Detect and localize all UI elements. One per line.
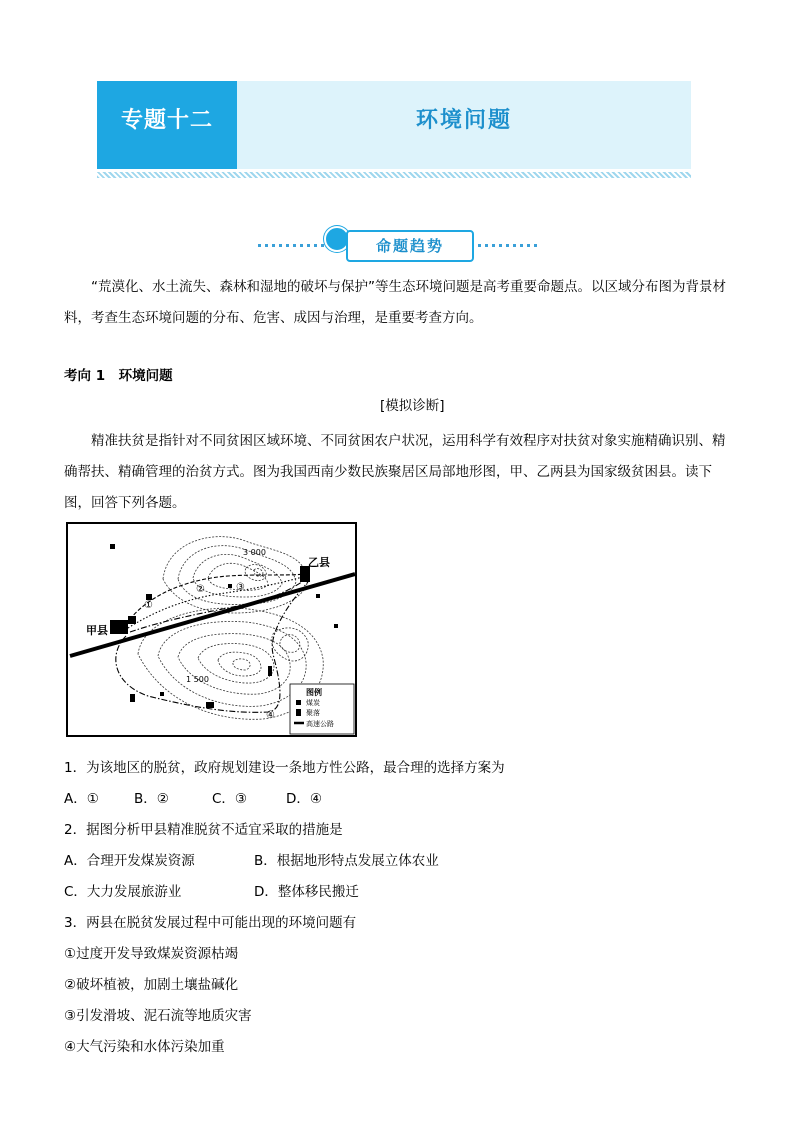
trend-heading bbox=[258, 220, 538, 260]
q1-option-a[interactable]: A．① bbox=[64, 791, 99, 807]
question-2-stem: 2．据图分析甲县精准脱贫不适宜采取的措施是 bbox=[64, 822, 343, 838]
legend-expressway: 高速公路 bbox=[306, 720, 334, 728]
legend-settlement: 聚落 bbox=[306, 709, 320, 717]
route-label-3: ③ bbox=[236, 582, 245, 593]
sim-label: [模拟诊断] bbox=[380, 398, 445, 414]
topic-title: 环境问题 bbox=[415, 108, 512, 133]
label-county-jia: 甲县 bbox=[86, 624, 108, 637]
section-title: 考向 1 环境问题 bbox=[64, 368, 173, 384]
topographic-map bbox=[66, 522, 357, 737]
question-3-stem: 3．两县在脱贫发展过程中可能出现的环境问题有 bbox=[64, 915, 357, 931]
q3-item-3: ③引发滑坡、泥石流等地质灾害 bbox=[64, 1008, 252, 1024]
question-1-options bbox=[64, 787, 322, 807]
dotted-divider-right bbox=[478, 244, 538, 247]
expressway bbox=[70, 574, 355, 656]
topic-label-box bbox=[97, 81, 237, 169]
legend-title: 图例 bbox=[306, 688, 322, 697]
intro-paragraph: “荒漠化、水土流失、森林和湿地的破坏与保护”等生态环境问题是高考重要命题点。以区域分布图为背景材料，考查生态环境问题的分布、危害、成因与治理，是重要考查方向。 bbox=[64, 279, 726, 326]
q3-item-2: ②破坏植被，加剧土壤盐碱化 bbox=[64, 977, 239, 993]
topic-label: 专题十二 bbox=[120, 108, 213, 133]
label-elev-1500: 1 500 bbox=[186, 675, 209, 684]
q2-option-d[interactable]: D．整体移民搬迁 bbox=[254, 884, 359, 900]
passage-paragraph: 精准扶贫是指针对不同贫困区域环境、不同贫困农户状况，运用科学有效程序对扶贫对象实施精确识别、精确帮扶、精确管理的治贫方式。图为我国西南少数民族聚居区局部地形图，甲、乙两县为国家级贫困县。读下图，回答下列各题。 bbox=[64, 433, 726, 511]
question-1-stem: 1．为该地区的脱贫，政府规划建设一条地方性公路，最合理的选择方案为 bbox=[64, 760, 505, 776]
route-label-4: ④ bbox=[266, 710, 275, 721]
route-label-1: ① bbox=[144, 600, 153, 611]
q1-option-c[interactable]: C．③ bbox=[212, 791, 248, 807]
topic-header bbox=[97, 81, 691, 169]
q2-option-b[interactable]: B．根据地形特点发展立体农业 bbox=[254, 853, 439, 869]
q2-option-a[interactable]: A．合理开发煤炭资源 bbox=[64, 853, 195, 869]
q3-item-1: ①过度开发导致煤炭资源枯竭 bbox=[64, 946, 239, 962]
trend-badge: 命题趋势 bbox=[346, 230, 474, 262]
q1-option-d[interactable]: D．④ bbox=[286, 791, 322, 807]
label-county-yi: 乙县 bbox=[308, 556, 330, 569]
q2-option-c[interactable]: C．大力发展旅游业 bbox=[64, 884, 182, 900]
map-legend bbox=[290, 684, 354, 734]
q1-option-b[interactable]: B．② bbox=[134, 791, 169, 807]
legend-coal: 煤炭 bbox=[306, 699, 320, 707]
label-elev-3000: 3 000 bbox=[243, 548, 266, 557]
dotted-divider-left bbox=[258, 244, 328, 247]
question-2-options-row1 bbox=[64, 849, 439, 869]
question-2-options-row2 bbox=[64, 880, 359, 900]
route-label-2: ② bbox=[196, 584, 205, 595]
map-drawing bbox=[68, 524, 355, 735]
header-divider bbox=[97, 172, 691, 178]
q3-item-4: ④大气污染和水体污染加重 bbox=[64, 1039, 225, 1055]
